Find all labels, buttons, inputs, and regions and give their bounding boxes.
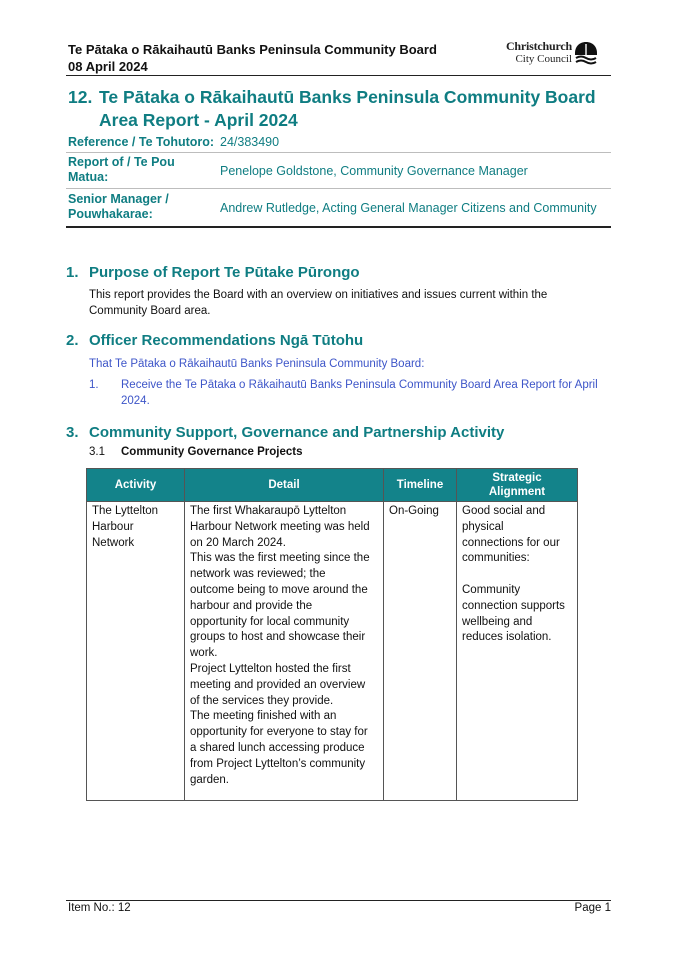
- detail-line: of the services they provide.: [190, 694, 334, 707]
- activity-line: The Lyttelton: [92, 505, 159, 517]
- strategic-line: wellbeing and: [462, 615, 533, 628]
- detail-line: The meeting finished with an: [190, 710, 337, 723]
- detail-line: opportunity for local community: [190, 615, 350, 628]
- section-3-number: 3.: [66, 424, 79, 441]
- report-of-label-line2: Matua:: [68, 170, 109, 184]
- detail-line: opportunity for everyone to stay for: [190, 726, 368, 739]
- column-header-timeline: Timeline: [384, 469, 457, 502]
- section-1-number: 1.: [66, 264, 79, 281]
- detail-line: Project Lyttelton hosted the first: [190, 662, 351, 675]
- strategic-line: communities:: [462, 552, 530, 565]
- detail-line: on 20 March 2024.: [190, 536, 286, 549]
- strategic-line: connection supports: [462, 599, 565, 612]
- detail-line: Harbour Network meeting was held: [190, 520, 370, 533]
- detail-line: This was the first meeting since the: [190, 552, 370, 565]
- logo-line-2: City Council: [515, 53, 572, 65]
- recommendation-number: 1.: [89, 379, 99, 391]
- column-header-strategic-alignment: [457, 469, 578, 502]
- footer-page-number: Page 1: [574, 902, 611, 914]
- detail-line: garden.: [190, 773, 230, 786]
- senior-manager-label-line1: Senior Manager /: [68, 192, 169, 206]
- section-1-body-line1: This report provides the Board with an overview on initiatives and issues current within the: [89, 289, 548, 301]
- table-header-row: [87, 469, 578, 502]
- logo-line-1: Christchurch: [505, 39, 572, 53]
- section-1-body: [89, 287, 589, 319]
- detail-line: work.: [190, 647, 218, 660]
- strategic-line: Community: [462, 583, 521, 596]
- projects-table: [86, 468, 578, 801]
- council-emblem-icon: [574, 41, 598, 67]
- section-2-title: Officer Recommendations Ngā Tūtohu: [89, 332, 364, 349]
- item-title-text: Te Pātaka o Rākaihautū Banks Peninsula Community Board Area Report - April 2024: [99, 87, 596, 130]
- section-3-title: Community Support, Governance and Partnership Activity: [89, 424, 505, 441]
- section-2-number: 2.: [66, 332, 79, 349]
- meta-separator: [66, 188, 611, 189]
- strategic-line: Good social and: [462, 505, 546, 517]
- reference-label: Reference / Te Tohutoro:: [68, 135, 215, 149]
- activity-line: Network: [92, 536, 135, 549]
- meta-bottom-rule: [66, 226, 611, 228]
- detail-line: meeting and provided an overview: [190, 678, 366, 691]
- activity-line: Harbour: [92, 520, 134, 533]
- detail-line: harbour and provide the: [190, 599, 313, 612]
- strategic-header-line1: Strategic: [492, 472, 542, 484]
- strategic-line-spacer: [462, 567, 572, 583]
- detail-line: The first Whakaraupō Lyttelton: [190, 505, 347, 517]
- report-of-label: [68, 155, 175, 185]
- detail-line: groups to host and showcase their: [190, 631, 366, 644]
- meta-separator: [66, 152, 611, 153]
- column-header-detail: Detail: [185, 469, 384, 502]
- detail-line: a shared lunch accessing produce: [190, 741, 365, 754]
- table-row: [87, 502, 578, 801]
- strategic-line: reduces isolation.: [462, 631, 552, 644]
- senior-manager-label-line2: Pouwhakarae:: [68, 207, 153, 221]
- detail-line: from Project Lyttelton’s community: [190, 757, 366, 770]
- timeline-value: On-Going: [389, 505, 439, 517]
- council-logo: [498, 40, 600, 68]
- item-number: 12.: [68, 87, 93, 107]
- footer-rule: [66, 900, 611, 901]
- footer-item-number: Item No.: 12: [68, 902, 131, 914]
- section-1-title: Purpose of Report Te Pūtake Pūrongo: [89, 264, 360, 281]
- subsection-number: 3.1: [89, 446, 105, 458]
- detail-line: outcome being to move around the: [190, 583, 368, 596]
- section-1-body-line2: Community Board area.: [89, 305, 211, 317]
- detail-line: network was reviewed; the: [190, 568, 326, 581]
- report-of-label-line1: Report of / Te Pou: [68, 155, 175, 169]
- senior-manager-value: Andrew Rutledge, Acting General Manager Citizens and Community: [220, 201, 597, 215]
- board-name: Te Pātaka o Rākaihautū Banks Peninsula Community Board: [68, 42, 437, 57]
- activity-cell: [87, 502, 185, 801]
- strategic-line: physical: [462, 520, 504, 533]
- senior-manager-label: [68, 192, 169, 222]
- strategic-alignment-cell: [457, 502, 578, 801]
- strategic-header-line2: Alignment: [488, 486, 546, 498]
- recommendation-item: [121, 377, 611, 409]
- column-header-activity: Activity: [87, 469, 185, 502]
- recommendation-line2: 2024.: [121, 395, 150, 407]
- report-of-value: Penelope Goldstone, Community Governance Manager: [220, 164, 528, 178]
- recommendation-intro: That Te Pātaka o Rākaihautū Banks Peninsula Community Board:: [89, 358, 425, 370]
- recommendation-line1: Receive the Te Pātaka o Rākaihautū Banks Peninsula Community Board Area Report for April: [121, 379, 598, 391]
- subsection-title: Community Governance Projects: [121, 446, 303, 458]
- timeline-cell: [384, 502, 457, 801]
- meeting-date: 08 April 2024: [68, 59, 148, 74]
- strategic-line: connections for our: [462, 536, 560, 549]
- reference-value: 24/383490: [220, 135, 280, 149]
- document-header: [68, 41, 437, 75]
- detail-cell: [185, 502, 384, 801]
- header-rule: [66, 75, 611, 76]
